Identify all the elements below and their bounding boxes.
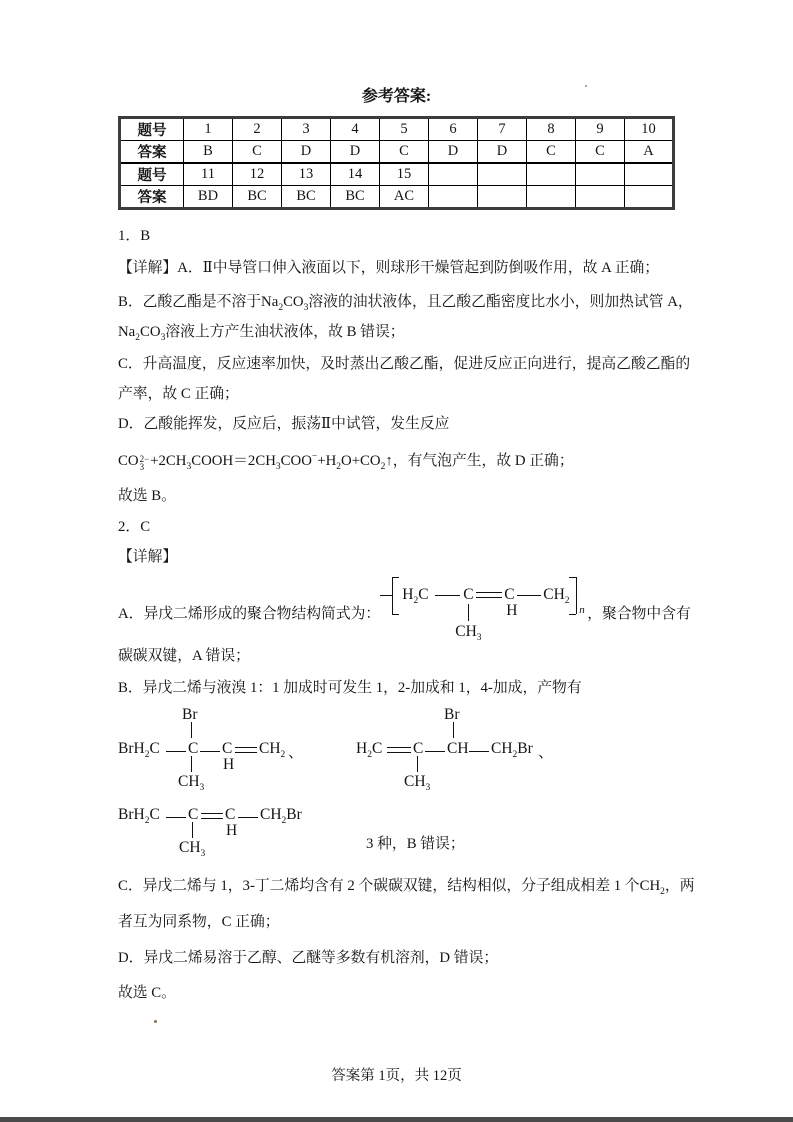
- atom-label: [491, 740, 533, 764]
- text-segment: 3: [160, 333, 166, 343]
- structure-caption: [366, 829, 465, 859]
- bracket-tick: [392, 577, 399, 578]
- table-row: [120, 163, 674, 186]
- explanation-line: [118, 379, 675, 409]
- answer-line: [118, 221, 675, 251]
- explanation-line: [118, 349, 691, 379]
- text-segment: 3: [425, 783, 431, 793]
- table-cell: 2: [233, 118, 282, 141]
- atom-label: [543, 586, 569, 610]
- text-segment: Br: [286, 806, 302, 823]
- text-segment: H: [402, 586, 414, 603]
- explanation-line: [118, 287, 693, 317]
- table-cell: C: [380, 141, 429, 164]
- text-segment: 2: [564, 596, 570, 606]
- atom-label: [118, 740, 160, 764]
- conclusion-line: [118, 481, 675, 511]
- explanation-line: [118, 673, 675, 703]
- explanation-line: [118, 871, 695, 901]
- text-segment: C: [463, 586, 474, 603]
- table-header-cell: 题号: [120, 163, 184, 186]
- text-segment: 2−: [139, 453, 150, 464]
- atom-label: [179, 839, 205, 863]
- table-row: [120, 186, 674, 209]
- answer-table: [118, 116, 675, 210]
- text-segment: CH: [179, 839, 201, 856]
- atom-label: [182, 706, 198, 724]
- atom-label: [447, 740, 469, 758]
- text-segment: 2: [135, 333, 141, 343]
- text-segment: C: [188, 740, 199, 757]
- text-segment: BrH: [118, 740, 145, 757]
- table-cell: 8: [527, 118, 576, 141]
- atom-label: [463, 586, 473, 604]
- text-segment: 3: [199, 783, 205, 793]
- table-cell: BC: [331, 186, 380, 209]
- table-header-cell: 答案: [120, 186, 184, 209]
- text-segment: A．异戊二烯形成的聚合物结构简式为：: [118, 606, 381, 622]
- structures-row: [118, 806, 675, 862]
- structure-prefix-text: [118, 599, 380, 629]
- text-segment: Na: [118, 324, 136, 340]
- structures-row: [118, 706, 675, 796]
- text-segment: C: [413, 740, 424, 757]
- structure-dibromide-3: [118, 806, 308, 862]
- table-cell: [527, 163, 576, 186]
- text-segment: B．乙酸乙酯是不溶于: [118, 294, 262, 310]
- table-cell: [429, 163, 478, 186]
- table-cell: D: [478, 141, 527, 164]
- table-cell: B: [184, 141, 233, 164]
- text-segment: ，两: [664, 878, 695, 894]
- text-segment: 【详解】A．Ⅱ中导管口伸入液面以下，则球形干燥管起到防倒吸作用，故 A 正确；: [118, 260, 660, 276]
- table-cell: D: [331, 141, 380, 164]
- list-separator: 、: [288, 744, 304, 761]
- text-segment: 2: [144, 816, 150, 826]
- text-segment: C: [149, 740, 160, 757]
- explanation-line: [118, 409, 675, 439]
- table-cell: 7: [478, 118, 527, 141]
- structure-polymer: [380, 567, 587, 645]
- text-segment: Br: [517, 740, 533, 757]
- text-segment: ↑，有气泡产生，故 D 正确；: [385, 453, 574, 469]
- table-cell: 5: [380, 118, 429, 141]
- text-segment: C．升高温度，反应速率加快，及时蒸出乙酸乙酯，促进反应正向进行，提高乙酸乙酯的: [118, 356, 691, 372]
- text-segment: 3: [139, 462, 145, 472]
- atom-label: [260, 806, 302, 830]
- text-segment: COOH＝2CH: [191, 453, 276, 469]
- atom-label: [444, 706, 460, 724]
- polymer-n-subscript: n: [579, 604, 585, 616]
- text-segment: 2．C: [118, 519, 151, 535]
- table-cell: 9: [576, 118, 625, 141]
- bond: [469, 751, 489, 752]
- text-segment: 【详解】: [118, 549, 178, 565]
- atom-label: [259, 740, 285, 764]
- text-segment: 2: [367, 750, 372, 760]
- text-segment: CH: [639, 878, 661, 894]
- text-segment: C: [225, 806, 236, 823]
- text-segment: 故选 B。: [118, 488, 176, 504]
- atom-label: [356, 740, 382, 764]
- table-cell: 1: [184, 118, 233, 141]
- table-cell: C: [233, 141, 282, 164]
- vertical-bond: [191, 756, 192, 772]
- bond: [200, 751, 220, 752]
- bracket-tick: [569, 577, 576, 578]
- bond: [425, 751, 445, 752]
- text-segment: Na: [261, 294, 279, 310]
- text-segment: 者互为同系物，C 正确；: [118, 914, 280, 930]
- text-segment: 碳碳双键，A 错误；: [118, 648, 250, 664]
- text-segment: C: [222, 740, 233, 757]
- text-segment: 3: [200, 849, 206, 859]
- explanation-line: [118, 943, 675, 973]
- table-cell: 15: [380, 163, 429, 186]
- table-cell: [527, 186, 576, 209]
- bond: [238, 817, 258, 818]
- atom-label: [404, 773, 430, 797]
- table-cell: [478, 186, 527, 209]
- text-segment: 3: [186, 462, 192, 472]
- text-segment: 2: [280, 750, 286, 760]
- vertical-bond: [192, 822, 193, 838]
- text-segment: CH: [491, 740, 513, 757]
- text-segment: C: [504, 586, 515, 603]
- text-segment: 溶液的油状液体，且乙酸乙酯密度比水小，则加热试管 A，: [308, 294, 693, 310]
- text-segment: B．异戊二烯与液溴 1：1 加成时可发生 1，2-加成和 1，4-加成，产物有: [118, 680, 582, 696]
- atom-label: [506, 602, 517, 620]
- text-segment: 3: [303, 303, 309, 313]
- vertical-bond: [191, 722, 192, 738]
- text-segment: 3: [476, 633, 482, 643]
- table-cell: BC: [233, 186, 282, 209]
- structure-suffix-text: [587, 599, 691, 629]
- text-segment: 溶液上方产生油状液体，故 B 错误；: [165, 324, 405, 340]
- text-segment: D．乙酸能挥发，反应后，振荡Ⅱ中试管，发生反应: [118, 416, 450, 432]
- text-segment: [140, 455, 150, 472]
- page-content: [118, 0, 695, 1091]
- text-segment: D．异戊二烯易溶于乙醇、乙醚等多数有机溶剂，D 错误；: [118, 950, 499, 966]
- text-segment: H: [226, 822, 238, 839]
- text-segment: 1．B: [118, 228, 151, 244]
- bracket-right: [576, 577, 577, 614]
- table-cell: A: [625, 141, 674, 164]
- atom-label: [402, 586, 428, 610]
- text-segment: 2: [660, 887, 665, 897]
- vertical-bond: [417, 756, 418, 772]
- text-segment: 故选 C。: [118, 985, 176, 1001]
- table-cell: 4: [331, 118, 380, 141]
- text-segment: CH: [260, 806, 282, 823]
- text-segment: CH: [404, 773, 426, 790]
- table-cell: D: [282, 141, 331, 164]
- text-segment: CO: [140, 324, 161, 340]
- text-segment: C: [188, 806, 199, 823]
- double-bond: [476, 592, 502, 598]
- table-row: [120, 118, 674, 141]
- double-bond: [201, 813, 223, 819]
- table-cell: 12: [233, 163, 282, 186]
- list-separator: 、: [538, 744, 554, 761]
- table-cell: BD: [184, 186, 233, 209]
- text-segment: −: [311, 452, 318, 462]
- text-segment: C: [371, 740, 383, 757]
- table-cell: [625, 163, 674, 186]
- text-segment: 2: [413, 596, 419, 606]
- text-segment: 2: [278, 303, 284, 313]
- answer-table-body: [120, 118, 674, 209]
- atom-label: [178, 773, 204, 797]
- bracket-left: [392, 577, 393, 614]
- table-cell: D: [429, 141, 478, 164]
- text-segment: H: [223, 756, 235, 773]
- vertical-bond: [468, 604, 469, 621]
- explanation-line-with-structure: [118, 567, 691, 645]
- text-segment: 2: [380, 462, 386, 472]
- conclusion-line: [118, 978, 675, 1008]
- atom-label: [223, 756, 234, 774]
- text-segment: C: [418, 586, 429, 603]
- table-cell: 11: [184, 163, 233, 186]
- text-segment: 3 种，B 错误；: [366, 836, 465, 852]
- text-segment: C．异戊二烯与 1，3-丁二烯均含有 2 个碳碳双键，结构相似，分子组成相差 1 个: [118, 878, 640, 894]
- text-segment: BrH: [118, 806, 145, 823]
- text-segment: 2: [281, 816, 287, 826]
- table-header-cell: 答案: [120, 141, 184, 164]
- text-segment: Br: [182, 706, 198, 723]
- double-bond: [387, 747, 411, 753]
- text-segment: CH: [455, 623, 477, 640]
- text-segment: C: [149, 806, 160, 823]
- bond: [517, 595, 541, 596]
- atom-label: [188, 806, 198, 824]
- text-segment: +H: [317, 453, 337, 469]
- text-segment: 产率，故 C 正确；: [118, 386, 239, 402]
- table-cell: [478, 163, 527, 186]
- window-bottom-bar: [0, 1117, 793, 1122]
- text-segment: CH: [447, 740, 469, 757]
- table-cell: C: [527, 141, 576, 164]
- text-segment: 2: [144, 750, 150, 760]
- table-cell: 10: [625, 118, 674, 141]
- atom-label: [226, 822, 237, 840]
- table-cell: 13: [282, 163, 331, 186]
- text-segment: H: [356, 740, 368, 757]
- table-cell: BC: [282, 186, 331, 209]
- explanation-line: [118, 317, 675, 347]
- text-segment: CO: [283, 294, 304, 310]
- table-cell: 3: [282, 118, 331, 141]
- table-cell: [576, 186, 625, 209]
- table-cell: C: [576, 141, 625, 164]
- bond: [166, 751, 186, 752]
- table-header-cell: 题号: [120, 118, 184, 141]
- double-bond: [235, 747, 257, 753]
- text-segment: CH: [259, 740, 281, 757]
- page-title: 参考答案:: [361, 88, 432, 105]
- explanation-line: [118, 253, 675, 283]
- atom-label: [455, 623, 481, 647]
- structure-dibromide-2: [356, 706, 571, 796]
- table-row: [120, 141, 674, 164]
- text-segment: CH: [543, 586, 565, 603]
- text-segment: CH: [178, 773, 200, 790]
- structure-dibromide-1: [118, 706, 318, 796]
- text-segment: +2CH: [150, 453, 187, 469]
- chemical-equation-line: [118, 442, 675, 472]
- bond: [380, 595, 392, 596]
- table-cell: 14: [331, 163, 380, 186]
- atom-label: [413, 740, 423, 758]
- answer-line: [118, 512, 675, 542]
- bond: [435, 595, 460, 596]
- text-segment: O+CO: [341, 453, 381, 469]
- text-segment: CO: [118, 453, 139, 469]
- bracket-tick: [392, 614, 399, 615]
- atom-label: [118, 806, 160, 830]
- text-segment: Br: [444, 706, 460, 723]
- table-cell: [429, 186, 478, 209]
- table-cell: [576, 163, 625, 186]
- text-segment: 3: [275, 462, 281, 472]
- text-segment: ，聚合物中含有: [587, 606, 691, 622]
- atom-label: [188, 740, 198, 758]
- table-cell: [625, 186, 674, 209]
- page-footer: 答案第 1页，共 12页: [331, 1068, 462, 1084]
- explanation-line: [118, 641, 675, 671]
- text-segment: 2: [336, 462, 342, 472]
- table-cell: 6: [429, 118, 478, 141]
- explanation-line: [118, 907, 675, 937]
- text-segment: 2: [512, 750, 518, 760]
- vertical-bond: [453, 722, 454, 738]
- bracket-tick: [569, 614, 576, 615]
- bond: [166, 817, 186, 818]
- text-segment: COO: [280, 453, 312, 469]
- table-cell: AC: [380, 186, 429, 209]
- text-segment: H: [506, 602, 518, 619]
